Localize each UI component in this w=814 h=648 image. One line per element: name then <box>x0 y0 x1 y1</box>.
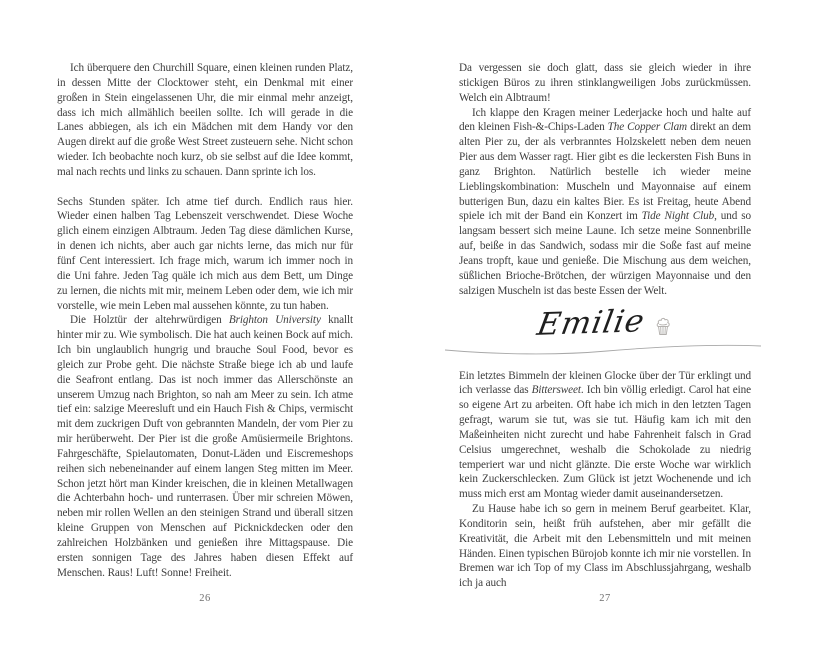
paragraph: Zu Hause habe ich so gern in meinem Beruf gearbeitet. Klar, Konditorin sein, heißt früh aufstehen, aber mir gefällt die Kreativität, die Arbeit mit den Lebensmitteln und mit meinen Händen. Einen typischen Bürojob konnte ich mir nie vorstellen. In Bremen war ich Top of my Class im Abschlussjahrgang, weshalb ich ja auch <box>459 503 751 590</box>
paragraph: Die Holztür der altehrwürdigen Brighton University knallt hinter mir zu. Wie symbolisch. Die hat auch keinen Bock auf mich. Ich bin unglaublich hungrig und brauche Soul Food, bevor es gleich zur Probe geht. Die nächste Straße biege ich ab und laufe die Seafront entlang. Das ist noch immer das Allerschönste an unserem Umzug nach Brighton, so nah am Meer zu sein. Ich atme tief ein: salzige Meeresluft und ein Hauch Fish & Chips, vermischt mit dem zuckrigen Duft von gebrannten Mandeln, der vom Pier zu mir herüberweht. Der Pier ist die große Amüsiermeile Brightons. Fahrgeschäfte, Spielautomaten, Donut-Läden und Eiscremeshops reihen sich nebeneinander auf einem langen Steg mitten im Meer. Schon jetzt hört man Kinder kreischen, die in kleinen Metallwagen die Achterbahn hoch- und runterrasen. Über mir schreien Möwen, neben mir rollen Wellen an den steinigen Strand und überall sitzen kleine Gruppen von Menschen auf Picknickdecken oder den zahlreichen Holzbänken und genießen ihre Mittagspause. Die ersten sonnigen Tage des Jahres haben diesen Effekt auf Menschen. Raus! Luft! Sonne! Freiheit. <box>57 314 354 579</box>
page-left-text-column <box>57 61 353 581</box>
page-right-text-column <box>459 61 751 591</box>
chapter-heading-emilie: Emilie <box>534 302 649 343</box>
paragraph: Ich überquere den Churchill Square, einen kleinen runden Platz, in dessen Mitte der Clocktower steht, ein Denkmal mit einer großen in Stein eingelassenen Uhr, die mir einmal mehr anzeigt, dass ich mich allmählich beeilen sollte. Ich will gerade in die Lanes abbiegen, als ich ein Mädchen mit dem Handy vor den Augen direkt auf die große West Street zusteuern sehe. Nicht schon wieder. Ich beobachte noch kurz, ob sie selbst auf die Idee kommt, mal nach rechts und links zu schauen. Dann sprinte ich los. <box>57 62 353 178</box>
page-number-right: 27 <box>599 593 611 604</box>
cupcake-icon <box>654 313 672 336</box>
page-right-top-paragraphs <box>459 61 751 299</box>
page-number-left: 26 <box>199 593 211 604</box>
section-break-emilie <box>459 302 751 366</box>
paragraph: Da vergessen sie doch glatt, dass sie gleich wieder in ihre stickigen Büros zu ihren stinklangweiligen Jobs zurückmüssen. Welch ein Albtraum! <box>459 62 751 104</box>
paragraph: Sechs Stunden später. Ich atme tief durch. Endlich raus hier. Wieder einen halben Tag Lebenszeit verschwendet. Diese Woche glich einem einzigen Albtraum. Jeden Tag diese dämlichen Kurse, in denen ich nichts, aber auch gar nichts lerne, das mich nur für fünf Cent interessiert. Ich frage mich, warum ich immer noch in die Uni fahre. Jeden Tag quäle ich mich aus dem Bett, um Dinge zu lernen, die nichts mit mir, meinem Leben oder dem, wie ich mir vorstelle, wie mein Leben mal aussehen könnte, zu tun haben. <box>57 195 353 312</box>
chapter-heading-row <box>459 302 751 344</box>
page-right-bottom-paragraphs <box>459 369 751 592</box>
paragraph: Ein letztes Bimmeln der kleinen Glocke über der Tür erklingt und ich verlasse das Bittersweet. Ich bin völlig erledigt. Carol hat eine so eigene Art zu arbeiten. Oft habe ich mich in den letzten Tagen gefragt, warum sie tut, was sie tut. Häufig kam ich mit den Maßeinheiten nicht zurecht und habe Fahrenheit falsch in Grad Celsius umgerechnet, weshalb die Schokolade zu niedrig temperiert war und nicht glänzte. Die erste Woche war wirklich kein Zuckerschlecken. Zum Glück ist jetzt Wochenende und ich muss mich erst am Montag wieder damit auseinandersetzen. <box>459 369 751 501</box>
paragraph: Ich klappe den Kragen meiner Lederjacke hoch und halte auf den kleinen Fish-&-Chips-Laden The Copper Clam direkt an dem alten Pier zu, der als verbranntes Holzskelett neben dem neuen Pier aus dem Wasser ragt. Hier gibt es die leckersten Fish Buns in ganz Brighton. Natürlich bestelle ich wieder meine Lieblingskombination: Muscheln und Mayonnaise auf einem butterigen Bun, dazu ein kaltes Bier. Es ist Freitag, heute Abend spiele ich mit der Band ein Konzert im Tide Night Club, und so langsam bessert sich meine Laune. Ich setze meine Sonnenbrille auf, beiße in das Sandwich, sodass mir die Soße fast auf meine Jeans tropft, kaue und genieße. Die Mischung aus dem weichen, süßlichen Brioche-Brötchen, der würzigen Mayonnaise und den salzigen Muscheln ist das beste Essen der Welt. <box>459 106 752 297</box>
